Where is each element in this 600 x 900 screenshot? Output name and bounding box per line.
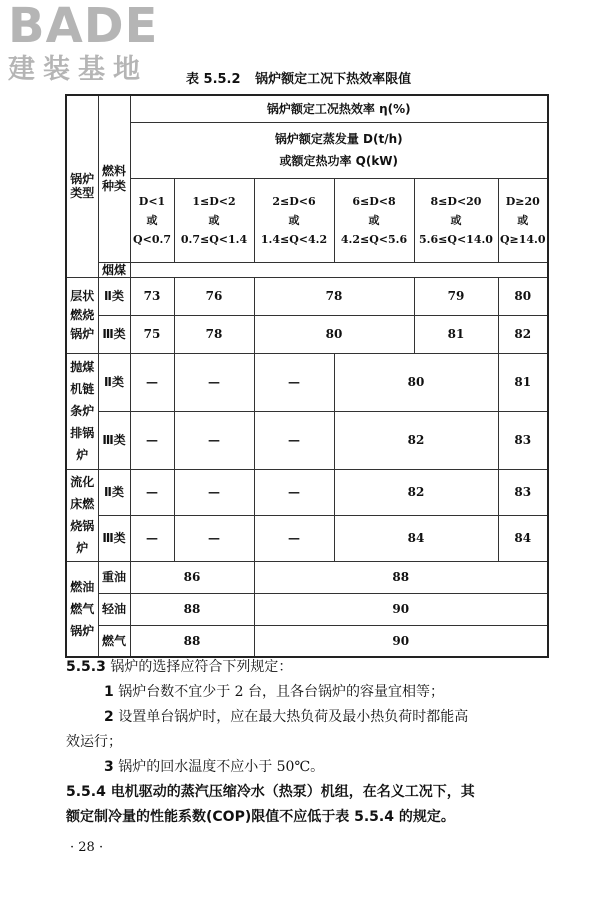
list-item-continuation: 效运行； bbox=[66, 734, 122, 750]
table-caption-title: 锅炉额定工况下热效率限值 bbox=[255, 72, 412, 87]
table-cell: 82 bbox=[498, 315, 548, 353]
table-cell: — bbox=[130, 515, 174, 561]
table-cell: 84 bbox=[334, 515, 498, 561]
table-cell: — bbox=[174, 469, 254, 515]
range-cell: D≥20 或 Q≥14.0 bbox=[498, 178, 548, 262]
table-cell: 80 bbox=[334, 353, 498, 411]
group-name: 流化 床燃 烧锅 炉 bbox=[66, 469, 98, 561]
list-item: 2 设置单台锅炉时，应在最大热负荷及最小热负荷时都能高 bbox=[104, 709, 469, 725]
clause-text: 锅炉的选择应符合下列规定： bbox=[110, 659, 293, 675]
table-cell: — bbox=[130, 469, 174, 515]
table-cell: — bbox=[174, 411, 254, 469]
page-number: · 28 · bbox=[70, 840, 104, 855]
clause-number: 5.5.3 bbox=[66, 659, 106, 675]
fuel-class: 轻油 bbox=[98, 593, 130, 625]
table-cell: — bbox=[130, 411, 174, 469]
table-cell: 82 bbox=[334, 469, 498, 515]
table-cell: 78 bbox=[174, 315, 254, 353]
group-name: 层状 燃烧 锅炉 bbox=[66, 277, 98, 353]
table-cell: 88 bbox=[130, 625, 254, 657]
header-boiler-type: 锅炉类型 bbox=[66, 95, 98, 277]
table-cell: — bbox=[174, 515, 254, 561]
fuel-class: Ⅲ类 bbox=[98, 411, 130, 469]
group-name: 燃油 燃气 锅炉 bbox=[66, 561, 98, 657]
table-cell: — bbox=[254, 411, 334, 469]
body-text bbox=[66, 655, 556, 830]
table-caption-number: 表 5.5.2 bbox=[186, 72, 241, 87]
range-cell: D<1 或 Q<0.7 bbox=[130, 178, 174, 262]
table-cell: 76 bbox=[174, 277, 254, 315]
table-cell: 83 bbox=[498, 411, 548, 469]
watermark-subtitle: 建装基地 bbox=[8, 54, 148, 85]
table-cell: 90 bbox=[254, 593, 548, 625]
table-cell: 84 bbox=[498, 515, 548, 561]
table-cell: 88 bbox=[254, 561, 548, 593]
table-cell: 86 bbox=[130, 561, 254, 593]
header-capacity: 锅炉额定蒸发量 D(t/h) 或额定热功率 Q(kW) bbox=[130, 122, 548, 178]
table-cell: 81 bbox=[414, 315, 498, 353]
fuel-class: Ⅱ类 bbox=[98, 353, 130, 411]
fuel-class: Ⅱ类 bbox=[98, 277, 130, 315]
table-cell: — bbox=[130, 353, 174, 411]
clause-5-5-3 bbox=[66, 655, 556, 680]
table-cell: — bbox=[254, 469, 334, 515]
table-cell: 80 bbox=[498, 277, 548, 315]
range-cell: 2≤D<6 或 1.4≤Q<4.2 bbox=[254, 178, 334, 262]
coal-label: 烟煤 bbox=[98, 262, 130, 277]
list-item: 1 锅炉台数不宜少于 2 台，且各台锅炉的容量宜相等； bbox=[104, 684, 445, 700]
range-cell: 1≤D<2 或 0.7≤Q<1.4 bbox=[174, 178, 254, 262]
table-cell: 81 bbox=[498, 353, 548, 411]
fuel-class: Ⅲ类 bbox=[98, 515, 130, 561]
efficiency-table bbox=[65, 94, 549, 658]
range-cell: 8≤D<20 或 5.6≤Q<14.0 bbox=[414, 178, 498, 262]
table-cell: 79 bbox=[414, 277, 498, 315]
table-cell: — bbox=[254, 353, 334, 411]
table-cell: — bbox=[254, 515, 334, 561]
list-item: 3 锅炉的回水温度不应小于 50℃。 bbox=[104, 759, 325, 775]
fuel-class: Ⅲ类 bbox=[98, 315, 130, 353]
clause-text: 电机驱动的蒸汽压缩冷水（热泵）机组，在名义工况下，其 bbox=[110, 784, 475, 800]
table-cell: 75 bbox=[130, 315, 174, 353]
header-fuel-type: 燃料 种类 bbox=[98, 95, 130, 262]
table-cell: 73 bbox=[130, 277, 174, 315]
table-cell: 80 bbox=[254, 315, 414, 353]
clause-number: 5.5.4 bbox=[66, 784, 106, 800]
watermark-logo: BADE bbox=[8, 0, 159, 54]
clause-5-5-4 bbox=[66, 780, 556, 805]
table-cell: 88 bbox=[130, 593, 254, 625]
table-cell: 90 bbox=[254, 625, 548, 657]
fuel-class: 燃气 bbox=[98, 625, 130, 657]
range-cell: 6≤D<8 或 4.2≤Q<5.6 bbox=[334, 178, 414, 262]
clause-5-5-4-continuation: 额定制冷量的性能系数(COP)限值不应低于表 5.5.4 的规定。 bbox=[66, 809, 455, 825]
table-cell: — bbox=[174, 353, 254, 411]
fuel-class: 重油 bbox=[98, 561, 130, 593]
group-name: 抛煤 机链 条炉 排锅 炉 bbox=[66, 353, 98, 469]
table-cell: 83 bbox=[498, 469, 548, 515]
fuel-class: Ⅱ类 bbox=[98, 469, 130, 515]
table-cell: 78 bbox=[254, 277, 414, 315]
table-cell: 82 bbox=[334, 411, 498, 469]
header-efficiency: 锅炉额定工况热效率 η(%) bbox=[130, 95, 548, 122]
table-caption bbox=[186, 68, 411, 87]
